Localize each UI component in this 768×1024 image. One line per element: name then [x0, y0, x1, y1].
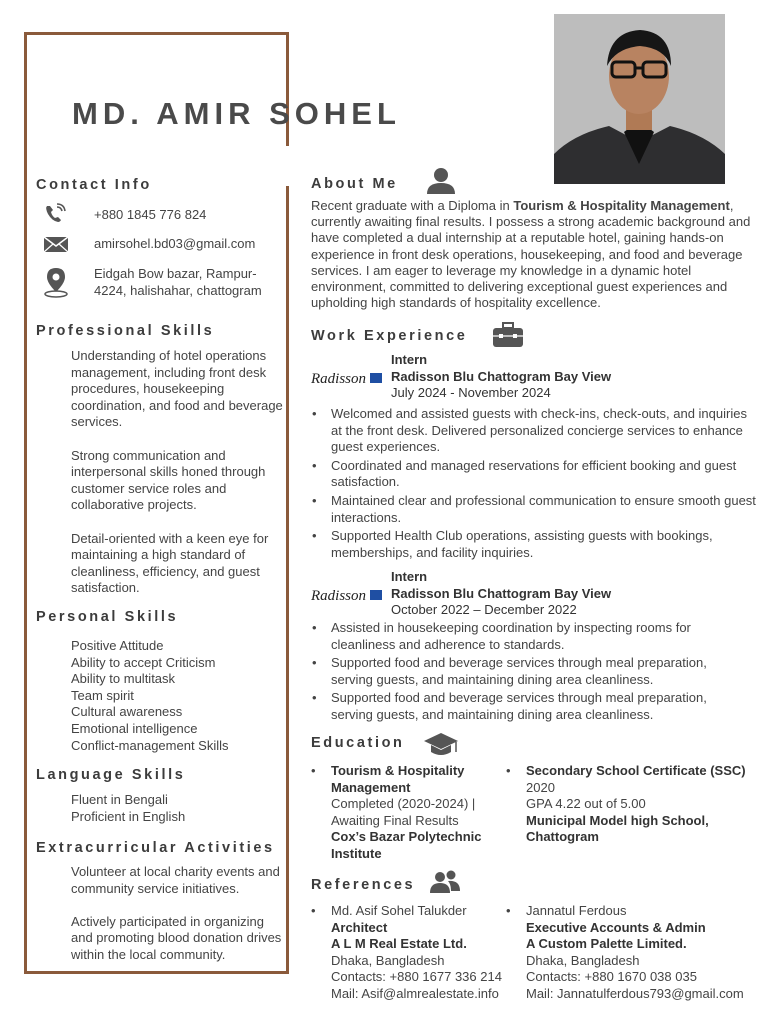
edu-status: Completed (2020-2024) |	[331, 796, 476, 812]
frame-right-bottom	[286, 186, 289, 974]
education-diploma	[311, 763, 501, 863]
phone-text: +880 1845 776 824	[94, 207, 207, 222]
bullet-dot: •	[506, 763, 511, 778]
work-experience-title: Work Experience	[311, 328, 468, 344]
job-bullet: • Assisted in housekeeping coordination by inspecting rooms for cleanliness and adherence to standards.	[311, 620, 741, 653]
about-text-bold: Tourism & Hospitality Management	[513, 198, 730, 213]
references-title: References	[311, 877, 416, 893]
address-line2: 4224, halishahar, chattogram	[94, 283, 262, 298]
radisson-logo	[311, 584, 383, 606]
ref-contact: Contacts: +880 1670 038 035	[526, 969, 697, 985]
personal-skill-item: Positive Attitude	[71, 638, 164, 653]
radisson-logo-text: Radisson	[311, 371, 367, 387]
location-pin-icon	[42, 266, 70, 294]
edu-school: Cox’s Bazar Polytechnic	[331, 829, 482, 845]
job-role: Intern	[391, 569, 428, 584]
graduation-cap-icon	[423, 730, 459, 763]
phone-icon	[42, 202, 70, 230]
personal-skill-item: Ability to accept Criticism	[71, 654, 216, 670]
professional-skill-item: Detail-oriented with a keen eye for maintaining a high standard of cleanliness, efficiency, and guest satisfaction.	[71, 530, 269, 596]
extracurricular-title: Extracurricular Activities	[36, 840, 275, 856]
edu-degree: Secondary School Certificate (SSC)	[526, 763, 746, 778]
language-item: Proficient in English	[71, 808, 186, 824]
job-1-header	[391, 352, 611, 402]
professional-skills-list	[71, 348, 285, 614]
contact-info-title: Contact Info	[36, 177, 152, 193]
job-role: Intern	[391, 352, 428, 367]
radisson-logo-text: Radisson	[311, 588, 367, 604]
personal-skill-item: Cultural awareness	[71, 704, 183, 720]
ref-name: Md. Asif Sohel Talukder	[331, 903, 467, 918]
job-company: Radisson Blu Chattogram Bay View	[391, 368, 612, 384]
professional-skill-item: Strong communication and interpersonal skills honed through customer service roles and collaborative projects.	[71, 447, 266, 513]
job-bullet: • Supported Health Club operations, assisting guests with bookings, memberships, and facility inquiries.	[311, 528, 756, 561]
reference-2	[506, 903, 764, 1003]
extracurricular-item: Actively participated in organizing and promoting blood donation drives within the local community.	[71, 913, 282, 962]
ref-name: Jannatul Ferdous	[526, 903, 627, 918]
edu-status: Awaiting Final Results	[331, 812, 459, 828]
edu-school: Institute	[331, 845, 382, 861]
bullet-dot: •	[311, 903, 316, 918]
ref-org: A Custom Palette Limited.	[526, 936, 687, 952]
personal-skill-item: Team spirit	[71, 687, 134, 703]
education-ssc	[506, 763, 761, 846]
address-line1: Eidgah Bow bazar, Rampur-	[94, 266, 257, 281]
person-icon	[425, 166, 457, 199]
job-company: Radisson Blu Chattogram Bay View	[391, 585, 612, 601]
job-dates: October 2022 – December 2022	[391, 602, 577, 617]
job-bullet: • Supported food and beverage services through meal preparation, serving guests, and maintaining dining area cleanliness.	[311, 655, 741, 688]
personal-skill-item: Emotional intelligence	[71, 720, 198, 736]
mail-icon	[42, 234, 70, 262]
edu-degree: Management	[331, 779, 411, 795]
extracurricular-list	[71, 864, 286, 980]
personal-skill-item: Conflict-management Skills	[71, 737, 229, 753]
about-me-text	[311, 198, 761, 311]
language-skills-title: Language Skills	[36, 767, 186, 783]
about-me-title: About Me	[311, 176, 398, 192]
job-bullet: • Supported food and beverage services through meal preparation, serving guests, and maintaining dining area cleanliness.	[311, 690, 741, 723]
ref-mail: Mail: Asif@almrealestate.info	[331, 985, 499, 1001]
job-2-header	[391, 569, 611, 619]
contact-phone	[42, 202, 282, 232]
job-dates: July 2024 - November 2024	[391, 385, 551, 400]
edu-school: Chattogram	[526, 829, 599, 845]
personal-skills-title: Personal Skills	[36, 609, 179, 625]
ref-contact: Contacts: +880 1677 336 214	[331, 969, 502, 985]
language-item: Fluent in Bengali	[71, 792, 168, 807]
about-text-part: Recent graduate with a Diploma in	[311, 198, 514, 213]
language-skills-list	[71, 792, 185, 825]
contact-address	[42, 264, 282, 300]
professional-skills-title: Professional Skills	[36, 323, 215, 339]
job-2-bullets	[311, 620, 741, 726]
people-icon	[429, 869, 461, 900]
ref-location: Dhaka, Bangladesh	[331, 952, 445, 968]
ref-location: Dhaka, Bangladesh	[526, 952, 640, 968]
bullet-dot: •	[311, 763, 316, 778]
job-bullet: • Maintained clear and professional communication to ensure smooth guest interactions.	[311, 493, 756, 526]
professional-skill-item: Understanding of hotel operations management, including front desk procedures, housekeeping coordination, and food and beverage services.	[71, 348, 283, 430]
contact-email	[42, 232, 282, 258]
ref-role: Architect	[331, 919, 388, 935]
personal-skill-item: Ability to multitask	[71, 671, 176, 687]
radisson-logo	[311, 367, 383, 389]
edu-degree: Tourism & Hospitality	[331, 763, 465, 778]
job-bullet: • Welcomed and assisted guests with check-ins, check-outs, and inquiries at the front desk. Delivered personalized concierge services to enhance guest experiences.	[311, 406, 756, 456]
profile-photo	[554, 14, 725, 184]
about-text-part: , currently awaiting final results. I possess a strong academic background and have completed a dual internship at a reputable hotel, gaining hands-on experience in front desk operations, housekeeping, and food and beverage services. I am eager to leverage my knowledge in a dynamic hotel environment, committed to delivering exceptional guest experiences and upholding high standards of hospitality excellence.	[311, 198, 751, 311]
education-title: Education	[311, 735, 405, 751]
personal-skills-list	[71, 638, 229, 754]
edu-gpa: GPA 4.22 out of 5.00	[526, 796, 646, 812]
edu-year: 2020	[526, 779, 555, 795]
reference-1	[311, 903, 516, 1003]
job-1-bullets	[311, 406, 756, 563]
briefcase-icon	[491, 321, 525, 354]
bullet-dot: •	[506, 903, 511, 918]
email-text: amirsohel.bd03@gmail.com	[94, 236, 256, 251]
job-bullet: • Coordinated and managed reservations for efficient booking and guest satisfaction.	[311, 458, 756, 491]
edu-school: Municipal Model high School,	[526, 812, 709, 828]
extracurricular-item: Volunteer at local charity events and community service initiatives.	[71, 864, 280, 896]
page-title: MD. AMIR SOHEL	[72, 96, 401, 131]
ref-role: Executive Accounts & Admin	[526, 919, 706, 935]
ref-mail: Mail: Jannatulferdous793@gmail.com	[526, 985, 744, 1001]
ref-org: A L M Real Estate Ltd.	[331, 936, 467, 952]
